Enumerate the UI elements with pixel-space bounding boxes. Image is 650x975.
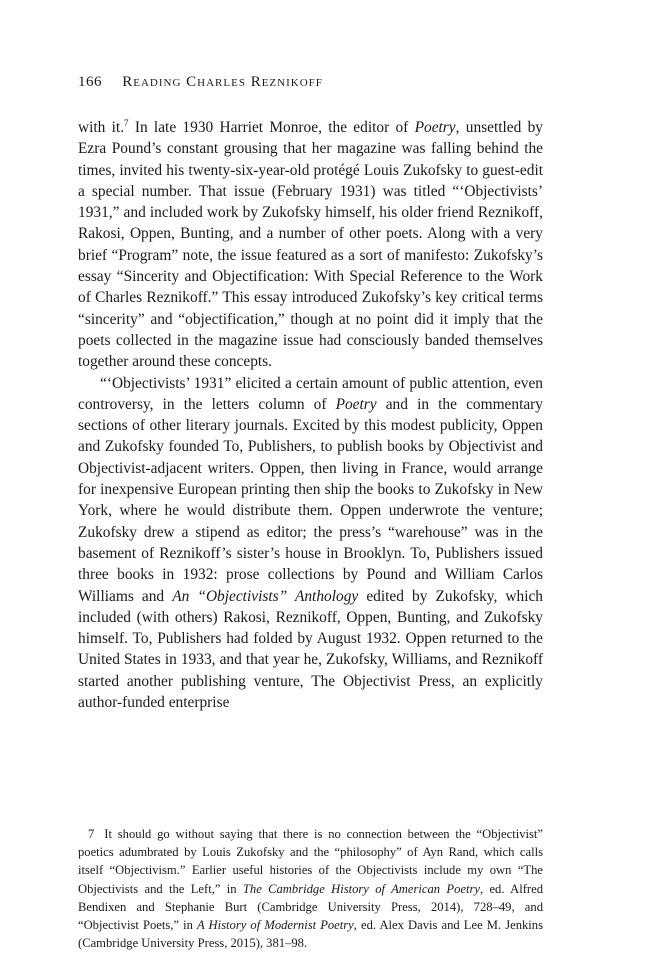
paragraph-1-text-1: with it. [78, 119, 125, 136]
footnote-text-1: It should go without saying that there is no connection between the “Objectivist” poetics adumbrated by Louis Zukofsky and the “philosophy” of Ayn Rand, which calls itself “Objectivism.” Earlier useful histories of the Objectivists include my own “The Objectivists and the Left,” in [78, 827, 543, 896]
journal-title-poetry-2: Poetry [335, 395, 377, 413]
footnote-reference: 7 [124, 117, 129, 128]
paragraph-1 [78, 117, 543, 373]
footnote-book-title-2: A History of Modernist Poetry [196, 918, 354, 933]
paragraph-1-text-3: , unsettled by Ezra Pound’s constant grousing that her magazine was falling behind the times, invited his twenty-six-year-old protégé Louis Zukofsky to guest-edit a special number. That issue (February 1931) was titled “‘Objectivists’ 1931,” and included work by Zukofsky himself, his older friend Reznikoff, Rakosi, Oppen, Bunting, and a number of other poets. Along with a very brief “Program” note, the issue featured as a sort of manifesto: Zukofsky’s essay “Sincerity and Objectification: With Special Reference to the Work of Charles Reznikoff.” This essay introduced Zukofsky’s key critical terms “sincerity” and “objectification,” though at no point did it imply that the poets collected in the magazine issue had consciously banded themselves together around these concepts. [78, 119, 543, 371]
paragraph-2-text-2: and in the commentary sections of other literary journals. Excited by this modest publicity, Oppen and Zukofsky founded To, Publishers, to publish books by Objectivist and Objectivist-adjacent writers. Oppen, then living in France, would arrange for inexpensive European printing then ship the books to Zukofsky in New York, where he would distribute them. Oppen underwrote the venture; Zukofsky drew a stipend as editor; the press’s “warehouse” was in the basement of Reznikoff’s sister’s house in Brooklyn. To, Publishers issued three books in 1932: prose collections by Pound and William Carlos Williams and [78, 395, 543, 605]
footnote-number: 7 [88, 827, 95, 841]
footnote-text-2: , ed. Alfred Bendixen and Stephanie Burt (Cambridge University Press, 2014), 728–49, and “Objectivist Poets,” in [78, 881, 543, 933]
paragraph-2-text-3: edited by Zukofsky, which included (with others) Rakosi, Reznikoff, Oppen, Bunting, and Zukofsky himself. To, Publishers had folded by August 1932. Oppen returned to the United States in 1933, and that year he, Zukofsky, Williams, and Reznikoff started another publishing venture, The Objectivist Press, an explicitly author-funded enterprise [78, 587, 544, 712]
paragraph-1-text-2: In late 1930 Harriet Monroe, the editor of [128, 119, 415, 136]
footnote [78, 825, 543, 952]
page-number: 166 [78, 74, 102, 90]
footnote-text-3: , ed. Alex Davis and Lee M. Jenkins (Cambridge University Press, 2015), 381–98. [78, 918, 543, 951]
body-text [78, 117, 543, 713]
running-head-title: Reading Charles Reznikoff [122, 74, 323, 90]
footnote-7 [78, 825, 543, 952]
paragraph-2 [78, 373, 543, 714]
paragraph-2-text-1: “‘Objectivists’ 1931” elicited a certain amount of public attention, even controversy, in the letters column of [78, 374, 543, 413]
footnote-book-title-1: The Cambridge History of American Poetry [242, 881, 480, 896]
anthology-title: An “Objectivists” Anthology [172, 587, 359, 605]
running-head [78, 74, 323, 91]
journal-title-poetry: Poetry [414, 119, 456, 136]
